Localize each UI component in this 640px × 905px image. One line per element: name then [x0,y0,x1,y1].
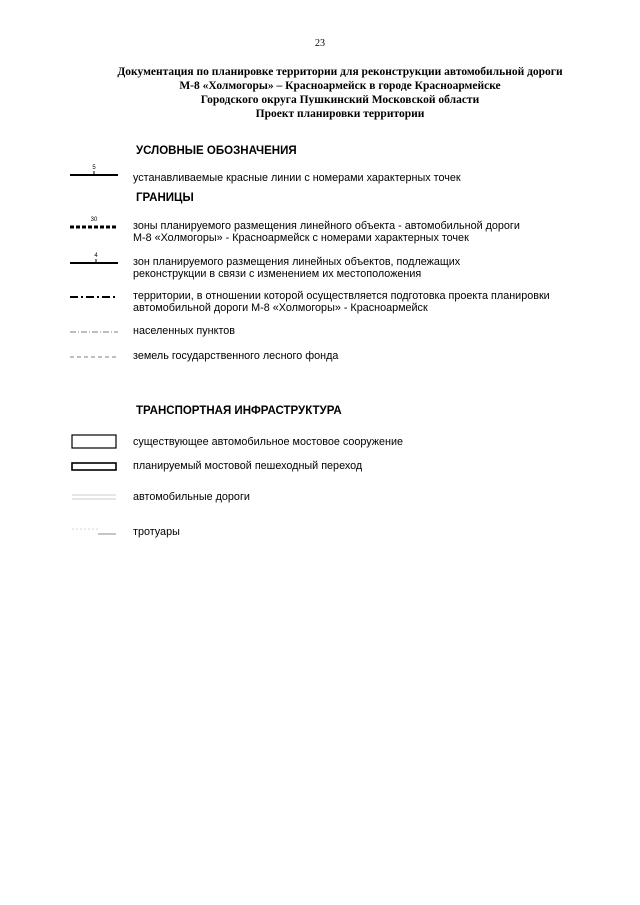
zone-boundary-line-1: зоны планируемого размещения линейного объекта - автомобильной дороги [133,220,520,232]
existing-bridge-symbol [68,432,120,452]
reconstruction-zones-line-2: реконструкции в связи с изменением их местоположения [133,268,422,280]
reconstruction-zone-symbol [68,250,120,270]
planning-territory-line-2: автомобильной дороги М-8 «Холмогоры» - Красноармейск [133,302,428,314]
header-line-3: Городского округа Пушкинский Московской области [200,94,480,106]
legend-text-planning-territory [133,290,550,314]
legend-title: УСЛОВНЫЕ ОБОЗНАЧЕНИЯ [136,145,297,157]
legend-text-pedestrian-crossing: планируемый мостовой пешеходный переход [133,460,363,472]
planning-territory-line-1: территории, в отношении которой осуществляется подготовка проекта планировки [133,290,550,302]
legend-text-sidewalks: тротуары [133,526,180,538]
reconstruction-zones-line-1: зон планируемого размещения линейных объектов, подлежащих [133,256,461,268]
transport-title: ТРАНСПОРТНАЯ ИНФРАСТРУКТУРА [136,405,342,417]
pedestrian-crossing-symbol [68,457,120,477]
zone-boundary-line-2: М-8 «Холмогоры» - Красноармейск с номерами характерных точек [133,232,469,244]
legend-text-existing-bridge: существующее автомобильное мостовое сооружение [133,436,403,448]
legend-text-reconstruction-zones [133,256,460,280]
red-line-symbol [68,162,120,182]
document-header [60,65,620,121]
sidewalks-symbol [68,522,120,542]
header-line-2: М-8 «Холмогоры» – Красноармейск в городе Красноармейске [179,80,501,92]
boundaries-title: ГРАНИЦЫ [136,192,194,204]
legend-text-red-lines: устанавливаемые красные линии с номерами характерных точек [133,172,461,184]
zone-boundary-point-number: 30 [90,217,98,223]
legend-text-settlements: населенных пунктов [133,325,236,337]
legend-text-roads: автомобильные дороги [133,491,250,503]
header-line-4: Проект планировки территории [255,108,425,120]
page-number: 23 [315,38,325,49]
roads-symbol [68,487,120,507]
legend-text-zone-boundary [133,220,520,244]
header-line-1: Документация по планировке территории для реконструкции автомобильной дороги [117,66,563,78]
legend-text-forest-fund: земель государственного лесного фонда [133,350,339,362]
red-line-point-number: 5 [92,165,96,171]
zone-boundary-symbol [68,214,120,234]
reconstruction-zone-point-number: 4 [94,253,98,259]
forest-fund-symbol [68,347,120,367]
planning-territory-symbol [68,285,120,305]
settlements-symbol [68,321,120,341]
